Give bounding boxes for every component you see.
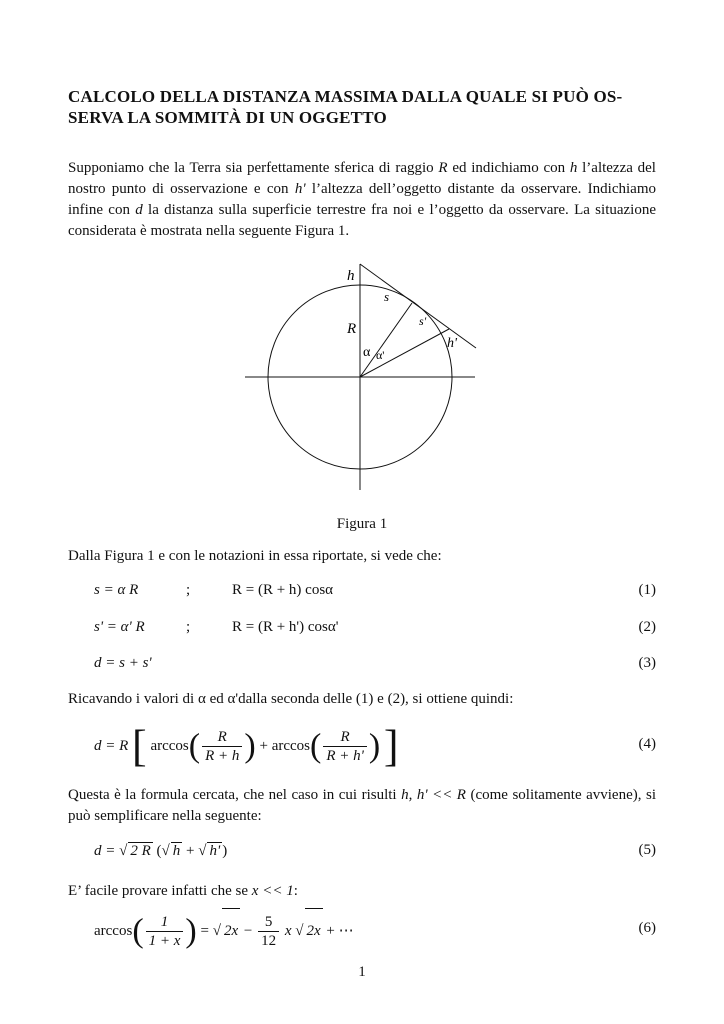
eq6-tail: + ⋯ [326,923,354,939]
eq4-frac2-numerator: R [323,728,367,747]
eq6-minus: − [243,923,253,939]
approx-text-2: : [293,883,298,899]
eq4-lhs: d = R [94,738,129,754]
eq5-plus: + [186,843,195,859]
var-h-prime: h' [294,181,306,197]
eq6-radicand-1: 2x [223,923,239,939]
var-d: d [135,202,143,218]
eq4-paren-close-1: ) [244,727,256,765]
eq1-number: (1) [638,582,656,598]
eq5-radicand-hp: h' [209,843,221,859]
eq6-paren-open: ( [132,912,144,950]
eq1-separator: ; [186,582,191,598]
eq5-number: (5) [638,842,656,858]
eq4-fraction-1 [202,728,242,765]
var-alpha-prime: α' [227,691,239,707]
eq3-number: (3) [638,655,656,671]
approx-condition: x << 1 [251,883,294,899]
eq6-x: x [284,923,292,939]
eq5-body: d = √ 2 R (√ h + √ h' ) [94,843,228,859]
tangent-line [360,264,476,348]
eq4-plus: + [259,738,268,754]
equation-2 [94,619,656,645]
intro-text-2: ed indichiamo con [447,160,570,176]
eq4-arccos-2: arccos [271,738,310,754]
eq4-paren-close-2: ) [368,727,381,765]
eq4-frac2-denominator: R + h' [326,748,364,765]
eq6-fraction [146,913,184,950]
eq5-sqrt-2R [128,842,152,860]
eq4-body [94,722,399,770]
eq4-arccos-1: arccos [150,738,189,754]
label-s: s [384,289,390,304]
eq3-lhs: d = s + s' [94,655,152,671]
eq6-paren-close: ) [185,912,197,950]
eq6-arccos: arccos [94,923,133,939]
intro-text-4: l’altezza dell’oggetto distante da osservare. Indichiamo infine con [68,181,656,218]
eq5-radicand-h: h [172,843,181,859]
eq6-sqrt-1 [222,908,240,953]
intro-text-5: la distanza sulla superficie terrestre fra noi e l’oggetto da osservare. La situazione considerata è mostrata nella seguente Figura 1. [68,202,656,239]
paragraph-notation: Dalla Figura 1 e con le notazioni in essa riportate, si vede che: [68,548,442,564]
paragraph-derivation [68,689,656,710]
derivation-text-1: Ricavando i valori di [68,691,198,707]
label-h-prime: h' [447,336,457,351]
eq4-frac1-numerator: R [202,728,242,747]
label-s-prime: s' [419,314,427,328]
paragraph-formula [68,785,656,827]
eq6-equals: = [200,923,209,939]
label-alpha: α [363,345,371,360]
equation-3 [94,655,656,681]
eq4-fraction-2 [323,728,367,765]
formula-text-2: (come solitamente avviene), si può semplificare nella seguente: [68,787,656,824]
eq5-lhs: d = [94,843,116,859]
intro-paragraph [68,158,656,242]
equation-5 [94,842,656,868]
eq4-paren-open-2: ( [310,727,322,765]
eq6-coef-numerator: 5 [258,913,279,932]
label-R: R [347,321,357,337]
intro-text-1: Supponiamo che la Terra sia perfettamente sferica di raggio [68,160,439,176]
eq4-frac1-denominator: R + h [205,748,240,765]
eq4-number: (4) [638,736,656,752]
eq1-rhs: R = (R + h) cosα [232,582,334,598]
eq5-sqrt-h [171,842,183,860]
var-R: R [438,160,448,176]
var-h: h [569,160,578,176]
eq6-radicand-2: 2x [306,923,321,939]
eq2-number: (2) [638,619,656,635]
radius-alpha-prime [360,329,449,377]
formula-condition: h, h' << R [401,787,466,803]
eq6-sqrt-2 [305,908,323,953]
figure-caption: Figura 1 [336,516,388,532]
eq1-lhs: s = α R [94,582,139,598]
document-title: CALCOLO DELLA DISTANZA MASSIMA DALLA QUALE SI PUÒ OS-SERVA LA SOMMITÀ DI UN OGGETTO [68,87,623,127]
eq6-frac-numerator: 1 [146,913,184,932]
var-alpha: α [197,691,206,707]
eq5-radicand-1: 2 R [130,843,151,859]
equation-1 [94,582,656,608]
equation-4 [94,722,656,772]
eq5-sqrt-hp [207,842,222,860]
eq2-separator: ; [186,619,191,635]
eq2-rhs: R = (R + h') cosα' [232,619,339,635]
intro-text-3: l’altezza del nostro punto di osservazione e con [68,160,656,197]
eq6-coefficient [258,913,279,950]
formula-text-1: Questa è la formula cercata, che nel caso in cui risulti [68,787,402,803]
eq6-coef-denominator: 12 [261,933,277,950]
page-number: 1 [358,964,366,980]
eq6-number: (6) [638,920,656,936]
label-alpha-prime: α' [376,348,385,362]
paragraph-approx [68,881,656,902]
figure-1-diagram [240,258,490,498]
derivation-text-3: dalla seconda delle (1) e (2), si ottiene quindi: [238,691,514,707]
radius-alpha [360,303,412,377]
eq2-lhs: s' = α' R [94,619,145,635]
eq4-paren-open-1: ( [188,727,201,765]
eq6-body: arccos( $\frac{1}{1 + x}$ ) = √ 2x − $\frac{5}{12}$ x √ 2x + ⋯ [94,908,354,953]
derivation-text-2: ed [205,691,228,707]
eq6-frac-denominator: 1 + x [148,933,181,950]
eq4-left-bracket: [ [132,721,147,771]
approx-text-1: E’ facile provare infatti che se [68,883,252,899]
equation-6 [94,908,656,954]
eq4-right-bracket: ] [383,721,399,771]
label-h: h [347,268,355,284]
